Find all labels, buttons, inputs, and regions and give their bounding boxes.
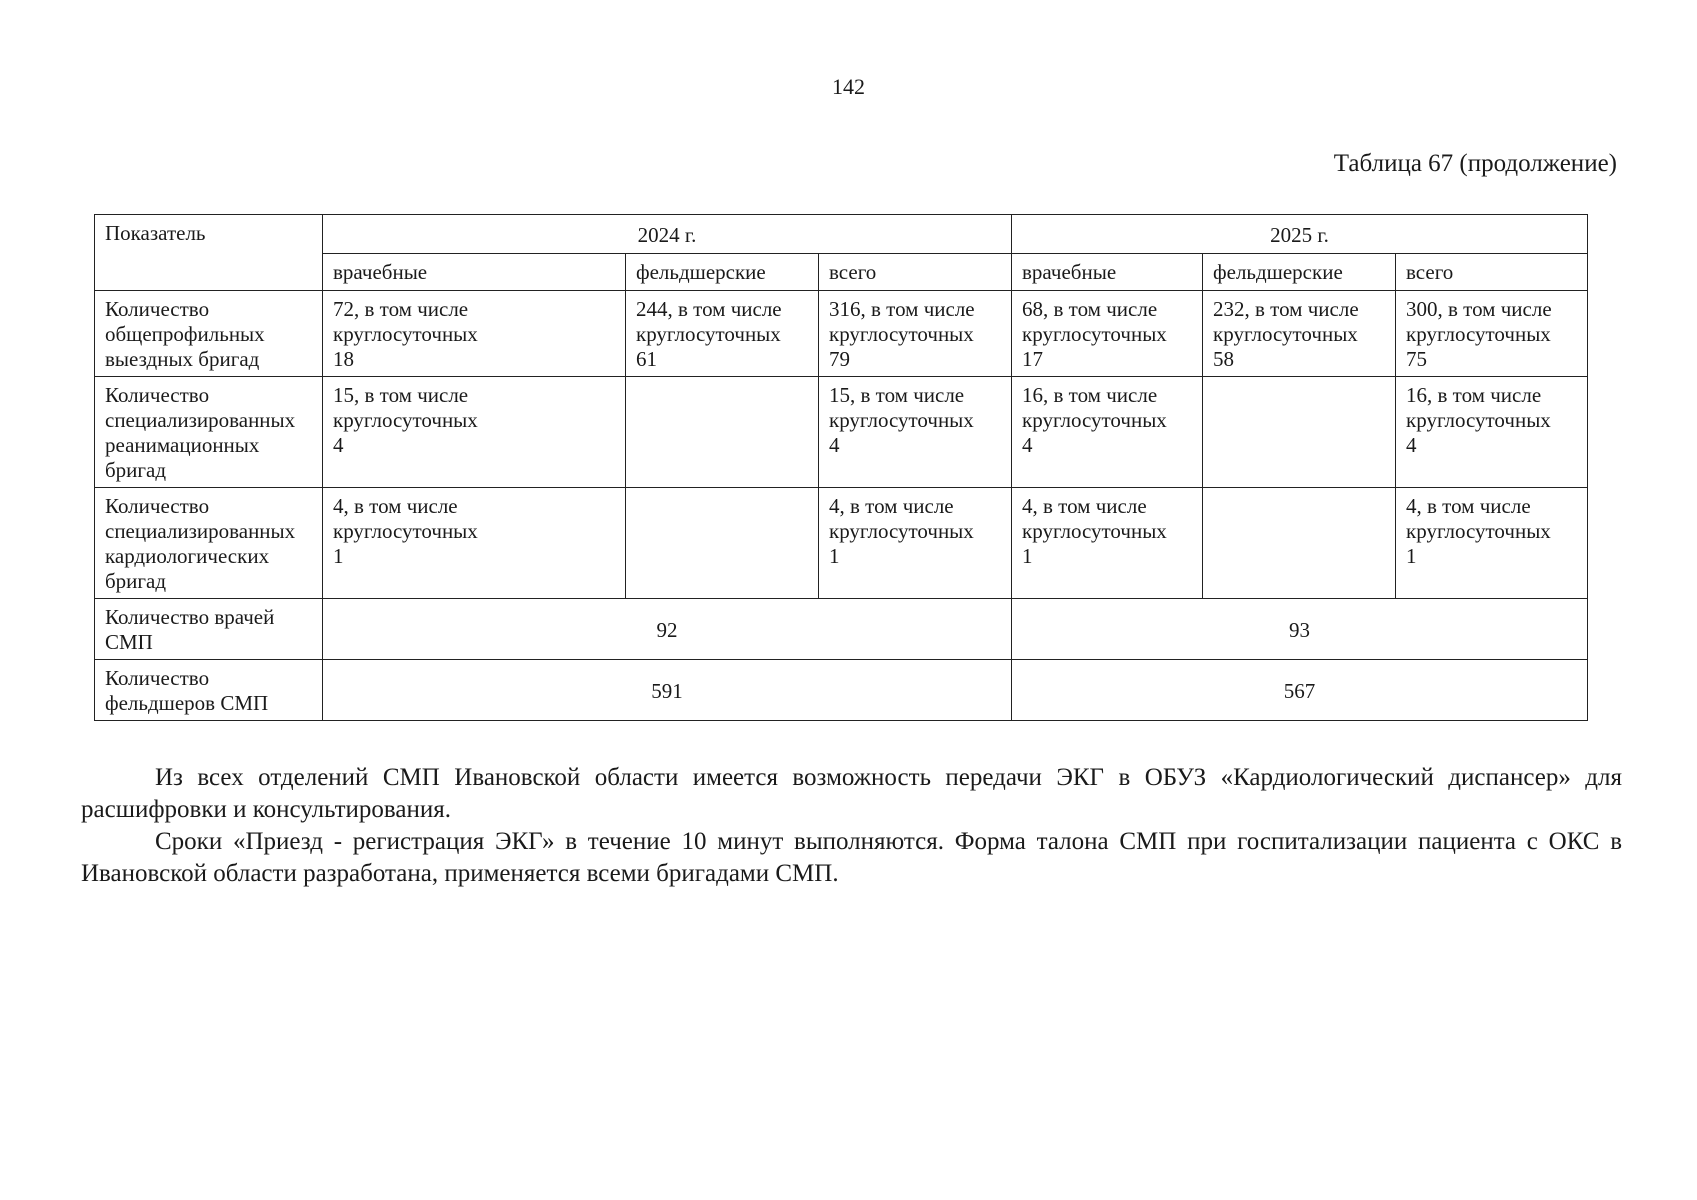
row-label: Количество специализированных реанимационных бригад [95,377,323,488]
row-label: Количество врачей СМП [95,599,323,660]
table-cell [626,488,819,599]
table-caption: Таблица 67 (продолжение) [1333,150,1617,177]
subheader-cell: врачебные [323,254,626,291]
table-row [95,291,1588,377]
table-cell: 16, в том числе круглосуточных 4 [1396,377,1588,488]
subheader-cell: врачебные [1012,254,1203,291]
row-label: Количество общепрофильных выездных бригад [95,291,323,377]
paragraph: Сроки «Приезд - регистрация ЭКГ» в течение 10 минут выполняются. Форма талона СМП при госпитализации пациента с ОКС в Ивановской области разработана, применяется всеми бригадами СМП. [81,828,1622,887]
table-cell [1203,377,1396,488]
page-number: 142 [832,74,865,99]
subheader-cell: фельдшерские [1203,254,1396,291]
table-cell: 68, в том числе круглосуточных 17 [1012,291,1203,377]
merged-value-2025: 93 [1012,599,1588,660]
table-header-years [95,215,1588,254]
table-cell: 232, в том числе круглосуточных 58 [1203,291,1396,377]
table-cell [626,377,819,488]
merged-value-2024: 92 [323,599,1012,660]
year-header: 2025 г. [1012,215,1588,254]
subheader-cell: всего [1396,254,1588,291]
body-text [81,762,1622,890]
table-cell: 300, в том числе круглосуточных 75 [1396,291,1588,377]
table-cell [1203,488,1396,599]
table-cell: 15, в том числе круглосуточных 4 [323,377,626,488]
corner-header: Показатель [95,215,323,291]
table-row [95,377,1588,488]
table-cell: 316, в том числе круглосуточных 79 [819,291,1012,377]
table-cell: 4, в том числе круглосуточных 1 [1396,488,1588,599]
indicator-table [94,214,1588,721]
table-cell: 4, в том числе круглосуточных 1 [819,488,1012,599]
subheader-cell: фельдшерские [626,254,819,291]
table-cell: 15, в том числе круглосуточных 4 [819,377,1012,488]
table-row-merged [95,599,1588,660]
merged-value-2024: 591 [323,660,1012,721]
row-label: Количество специализированных кардиологических бригад [95,488,323,599]
merged-value-2025: 567 [1012,660,1588,721]
row-label: Количество фельдшеров СМП [95,660,323,721]
table-cell: 16, в том числе круглосуточных 4 [1012,377,1203,488]
table-cell: 4, в том числе круглосуточных 1 [323,488,626,599]
table-cell: 72, в том числе круглосуточных 18 [323,291,626,377]
table-cell: 4, в том числе круглосуточных 1 [1012,488,1203,599]
table-row-merged [95,660,1588,721]
table-cell: 244, в том числе круглосуточных 61 [626,291,819,377]
subheader-cell: всего [819,254,1012,291]
table-row [95,488,1588,599]
paragraph: Из всех отделений СМП Ивановской области имеется возможность передачи ЭКГ в ОБУЗ «Кардиологический диспансер» для расшифровки и консультирования. [81,764,1622,823]
year-header: 2024 г. [323,215,1012,254]
